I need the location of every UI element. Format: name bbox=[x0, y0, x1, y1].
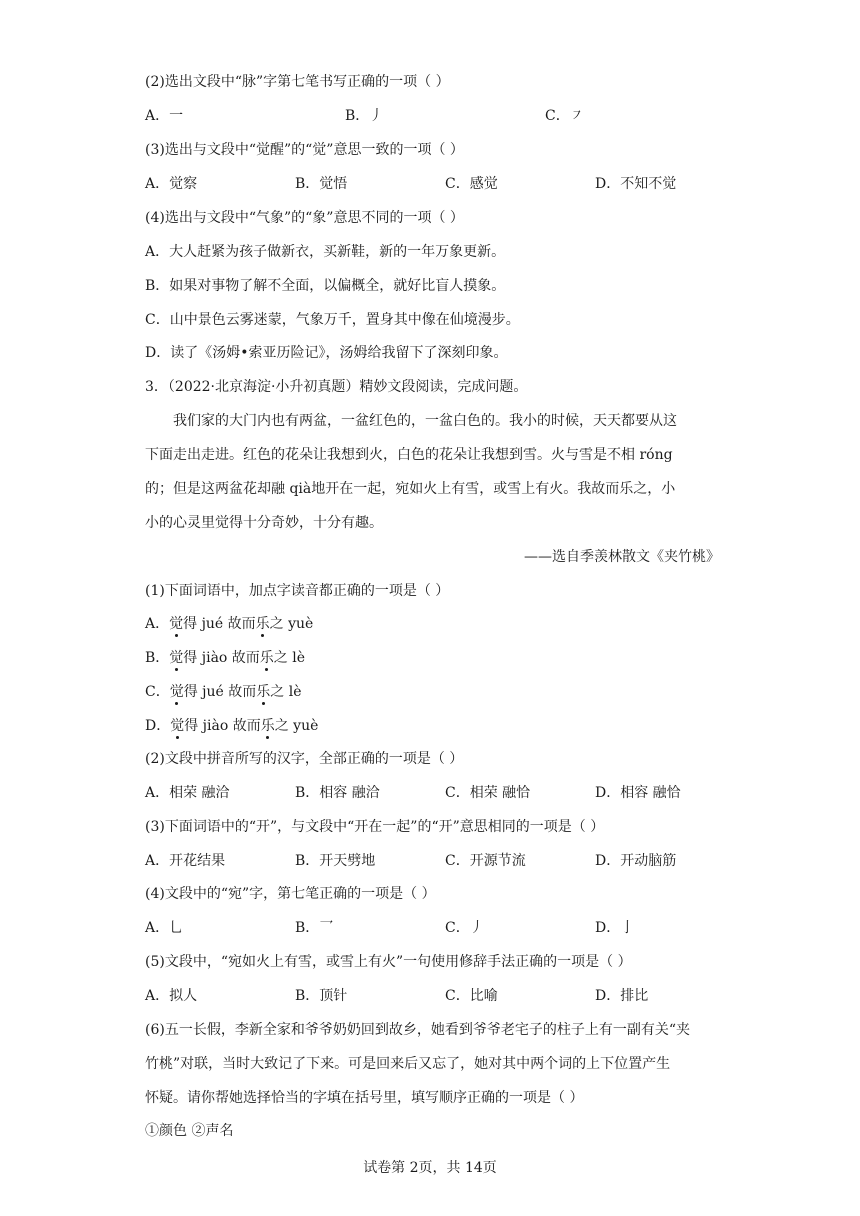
option-d: D．读了《汤姆•索亚历险记》，汤姆给我留下了深刻印象。 bbox=[145, 345, 508, 361]
passage-line-4: 小的心灵里觉得十分奇妙，十分有趣。 bbox=[145, 515, 383, 531]
question-3-heading: 3．（2022·北京海淀·小升初真题）精妙文段阅读，完成问题。 bbox=[145, 379, 528, 395]
option-a: A．拟人 bbox=[145, 988, 198, 1004]
option-c: C．开源节流 bbox=[445, 853, 526, 869]
dotted-char: 觉 bbox=[169, 616, 184, 632]
option-c: C．山中景色云雾迷蒙，气象万千，置身其中像在仙境漫步。 bbox=[145, 312, 520, 328]
option-letter: A． bbox=[145, 616, 170, 632]
option-d bbox=[145, 716, 318, 736]
option-text: 得 jué 故而 bbox=[183, 684, 257, 700]
dotted-char: 乐 bbox=[260, 718, 275, 734]
option-text: 之 lè bbox=[273, 650, 306, 666]
option-a bbox=[145, 614, 313, 634]
option-text: 之 yuè bbox=[269, 616, 314, 632]
option-c: C．相荣 融恰 bbox=[445, 785, 531, 801]
option-c: C．感觉 bbox=[445, 176, 498, 192]
option-c: C．比喻 bbox=[445, 988, 498, 1004]
dotted-char: 乐 bbox=[259, 650, 274, 666]
option-letter: D． bbox=[145, 718, 171, 734]
option-d: D．亅 bbox=[595, 920, 635, 936]
option-d: D．排比 bbox=[595, 988, 649, 1004]
dotted-char: 乐 bbox=[255, 616, 270, 632]
question-2-2-stem: (2)选出文段中“脉”字第七笔书写正确的一项（ ） bbox=[145, 74, 450, 90]
question-3-5-stem: (5)文段中，“宛如火上有雪，或雪上有火”一句使用修辞手法正确的一项是（ ） bbox=[145, 954, 632, 970]
question-3-6-choices: ①颜色 ②声名 bbox=[145, 1123, 234, 1139]
question-3-6-line-2: 竹桃”对联，当时大致记了下来。可是回来后又忘了，她对其中两个词的上下位置产生 bbox=[145, 1056, 671, 1072]
dotted-char: 觉 bbox=[169, 650, 184, 666]
question-3-4-stem: (4)文段中的“宛”字，第七笔正确的一项是（ ） bbox=[145, 886, 436, 902]
option-text: 之 lè bbox=[270, 684, 302, 700]
page-footer: 试卷第 2页，共 14页 bbox=[363, 1160, 497, 1176]
question-2-4-stem: (4)选出与文段中“气象”的“象”意思不同的一项（ ） bbox=[145, 210, 464, 226]
passage-source: ——选自季羡林散文《夹竹桃》 bbox=[524, 549, 720, 565]
option-a: A．觉察 bbox=[145, 176, 198, 192]
question-3-3-stem: (3)下面词语中的“开”，与文段中“开在一起”的“开”意思相同的一项是（ ） bbox=[145, 819, 605, 835]
option-a: A．开花结果 bbox=[145, 853, 226, 869]
option-text: 得 jué 故而 bbox=[183, 616, 256, 632]
passage-line-1: 我们家的大门内也有两盆，一盆红色的，一盆白色的。我小的时候，天天都要从这 bbox=[173, 413, 677, 429]
option-text: 得 jiào 故而 bbox=[183, 650, 260, 666]
option-b: B．丿 bbox=[345, 108, 384, 124]
option-letter: C． bbox=[145, 684, 170, 700]
dotted-char: 觉 bbox=[170, 718, 185, 734]
option-a: A．乚 bbox=[145, 920, 184, 936]
option-b: B．乛 bbox=[295, 920, 334, 936]
option-d: D．不知不觉 bbox=[595, 176, 677, 192]
option-text: 得 jiào 故而 bbox=[184, 718, 261, 734]
option-b: B．觉悟 bbox=[295, 176, 348, 192]
option-d: D．相容 融恰 bbox=[595, 785, 681, 801]
question-3-6-line-3: 怀疑。请你帮她选择恰当的字填在括号里，填写顺序正确的一项是（ ） bbox=[145, 1090, 584, 1106]
option-b: B．开天劈地 bbox=[295, 853, 376, 869]
option-a: A．一 bbox=[145, 108, 184, 124]
option-b bbox=[145, 648, 305, 668]
option-b: B．顶针 bbox=[295, 988, 348, 1004]
option-a: A．相荣 融洽 bbox=[145, 785, 230, 801]
option-c: C．丿 bbox=[445, 920, 484, 936]
passage-line-2: 下面走出走进。红色的花朵让我想到火，白色的花朵让我想到雪。火与雪是不相 róng bbox=[145, 447, 673, 463]
option-text: 之 yuè bbox=[274, 718, 319, 734]
option-d: D．开动脑筋 bbox=[595, 853, 677, 869]
option-b: B．如果对事物了解不全面，以偏概全，就好比盲人摸象。 bbox=[145, 278, 506, 294]
dotted-char: 乐 bbox=[256, 684, 271, 700]
option-c bbox=[145, 682, 301, 702]
option-c: C．㇇ bbox=[545, 108, 584, 124]
dotted-char: 觉 bbox=[169, 684, 184, 700]
question-3-6-line-1: (6)五一长假，李新全家和爷爷奶奶回到故乡，她看到爷爷老宅子的柱子上有一副有关“夹 bbox=[145, 1022, 690, 1038]
question-3-1-stem: (1)下面词语中，加点字读音都正确的一项是（ ） bbox=[145, 583, 450, 599]
option-a: A．大人赶紧为孩子做新衣，买新鞋，新的一年万象更新。 bbox=[145, 244, 506, 260]
option-b: B．相容 融洽 bbox=[295, 785, 380, 801]
passage-line-3: 的；但是这两盆花却融 qià地开在一起，宛如火上有雪，或雪上有火。我故而乐之，小 bbox=[145, 481, 676, 497]
question-3-2-stem: (2)文段中拼音所写的汉字，全部正确的一项是（ ） bbox=[145, 751, 464, 767]
question-2-3-stem: (3)选出与文段中“觉醒”的“觉”意思一致的一项（ ） bbox=[145, 142, 464, 158]
option-letter: B． bbox=[145, 650, 170, 666]
